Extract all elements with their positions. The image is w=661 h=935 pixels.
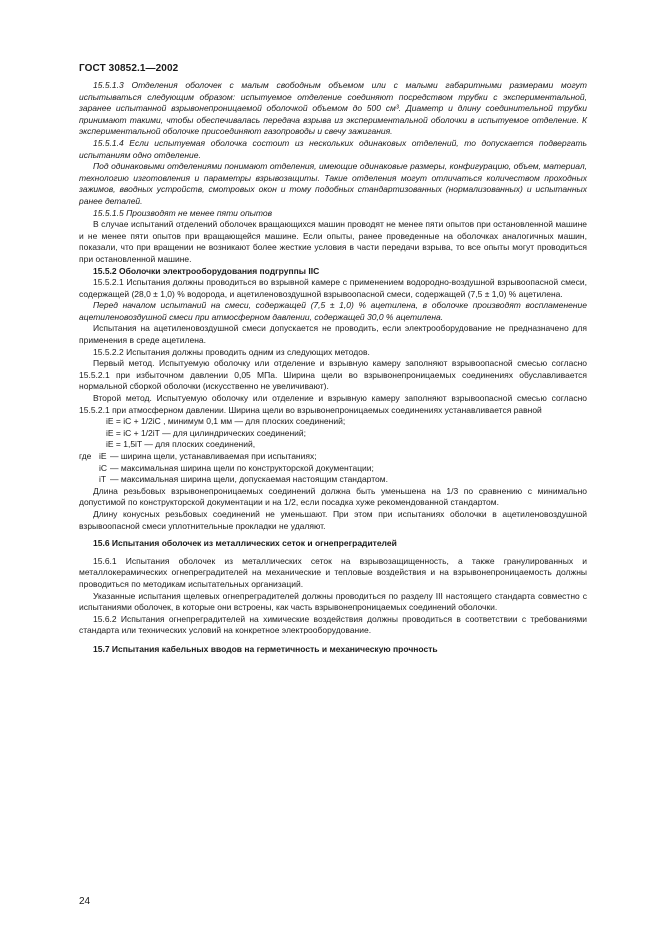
clause-15-6-2: 15.6.2 Испытания огнепреградителей на химические воздействия должны проводиться в соответствии с требованиями стандарта или технических условий на конкретное электрооборудование. <box>79 613 587 636</box>
formula-2: iE = iC + 1/2iT — для цилиндрических соединений; <box>106 427 307 438</box>
document-header: ГОСТ 30852.1—2002 <box>79 63 179 74</box>
page-number: 24 <box>79 896 91 907</box>
clause-15-5-2-1: 15.5.2.1 Испытания должны проводиться во взрывной камере с применением водородно-воздушной взрывоопасной смеси, содержащей (28,0 ± 1,0) % водорода, и ацетиленовоздушной взрывоопасной смеси, содержащей (7,5 ± 1,0) % ацетилена. <box>79 277 587 299</box>
clause-15-6-1: 15.6.1 Испытания оболочек из металлических сеток на взрывозащищенность, а также гранулированных и металлокерамических огнепреградителей на механические и тепловые воздействия и на взрывонепроницаемость должны проводиться по методикам испытательных организаций. <box>79 555 587 589</box>
clause-15-5-1-3: 15.5.1.3 Отделения оболочек с малым свободным объемом или с малыми габаритными размерами могут испытываться следующим образом: испытуемое отделение соединяют посредством трубки с экспериментальной, заранее испытанной взрывонепроницаемой оболочкой объемом до 500 см³. Диаметр и длину соединительной трубки принимают такими, чтобы обеспечивалась передача взрыва из экспериментальной оболочки в испытуемое отделение. К экспериментальной оболочке присоединяют газопроводы и свечу зажигания. <box>79 80 587 137</box>
clause-15-5-1-5: 15.5.1.5 Производят не менее пяти опытов <box>93 207 273 218</box>
heading-15-5-2: 15.5.2 Оболочки электрооборудования подгруппы IIC <box>93 265 320 276</box>
clause-15-5-1-4: 15.5.1.4 Если испытуемая оболочка состоит из нескольких одинаковых отделений, то допускается подвергать испытаниям одно отделение. <box>79 137 587 160</box>
symbol-description: — максимальная ширина щели, допускаемая настоящим стандартом. <box>110 474 388 485</box>
clause-15-5-1-4-definition: Под одинаковыми отделениями понимают отделения, имеющие одинаковые размеры, конфигурацию, объем, материал, технологию изготовления и параметры взрывозащиты. Такие отделения могут отличаться количеством проходных зажимов, вводных устройств, смотровых окон и тому подобных стандартизованных (нормализованных) и испытанных ранее деталей. <box>79 161 587 206</box>
threaded-joints-paragraph: Длина резьбовых взрывонепроницаемых соединений должна быть уменьшена на 1/3 по сравнению с минимально допустимой по конструкторской документации и на 1/2, если посадка хуже рекомендованной стандартом. <box>79 485 587 508</box>
method-2: Второй метод. Испытуемую оболочку или отделение и взрывную камеру заполняют взрывоопасной смесью согласно 15.5.2.1 при атмосферном давлении. Ширина щели во взрывонепроницаемых соединениях устанавливается равной <box>79 393 587 415</box>
page-body <box>79 80 587 656</box>
heading-15-6: 15.6 Испытания оболочек из металлических сеток и огнепреградителей <box>93 538 397 549</box>
clause-15-5-2-1-exception: Испытания на ацетиленовоздушной смеси допускается не проводить, если электрооборудование не предназначено для применения в среде ацетилена. <box>79 323 587 346</box>
symbol: iC <box>99 462 108 473</box>
glossary-row <box>79 451 587 463</box>
symbol-description: — максимальная ширина щели по конструкторской документации; <box>110 462 374 473</box>
heading-15-7: 15.7 Испытания кабельных вводов на герметичность и механическую прочность <box>93 643 438 654</box>
method-1: Первый метод. Испытуемую оболочку или отделение и взрывную камеру заполняют взрывоопасной смесью согласно 15.5.2.1 при избыточном давлении 0,05 МПа. Ширина щели во взрывонепроницаемых соединениях обуславливается нормальной сборкой оболочки (искусственно не увеличивают). <box>79 358 587 392</box>
where-label: где <box>79 451 92 461</box>
clause-15-5-2-2: 15.5.2.2 Испытания должны проводить одним из следующих методов. <box>93 346 370 357</box>
glossary-row <box>79 463 587 475</box>
formula-3: iE = 1,5iT — для плоских соединений, <box>106 439 256 450</box>
symbol: iE <box>99 451 107 461</box>
symbol: iT <box>99 474 107 485</box>
symbol-description: — ширина щели, устанавливаемая при испытаниях; <box>110 451 317 461</box>
clause-15-6-1-b: Указанные испытания щелевых огнепреградителей должны проводиться по разделу III настоящего стандарта совместно с испытаниями оболочек, в которые они встроены, как часть взрывонепроницаемых соединений оболочки. <box>79 590 587 613</box>
glossary-row <box>79 474 587 486</box>
conical-joints-paragraph: Длину конусных резьбовых соединений не уменьшают. При этом при испытаниях оболочки в ацетиленовоздушной взрывоопасной смеси уплотнительные прокладки не удаляют. <box>79 508 587 531</box>
formula-1: iE = iC + 1/2iC , минимум 0,1 мм — для плоских соединений; <box>106 416 346 427</box>
clause-15-5-2-1-note: Перед началом испытаний на смеси, содержащей (7,5 ± 1,0) % ацетилена, в оболочке производят воспламенение ацетиленовоздушной смеси при атмосферном давлении, содержащей 30,0 % ацетилена. <box>79 300 587 322</box>
clause-15-5-1-5-text: В случае испытаний отделений оболочек вращающихся машин проводят не менее пяти опытов при остановленной машине и не менее пяти опытов при вращающейся машине. Если опыты, ранее проведенные на оболочках аналогичных машин, показали, что при вращении не возникают более жесткие условия в части передачи взрыва, то все опыты могут проводиться при остановленной машине. <box>79 219 587 264</box>
